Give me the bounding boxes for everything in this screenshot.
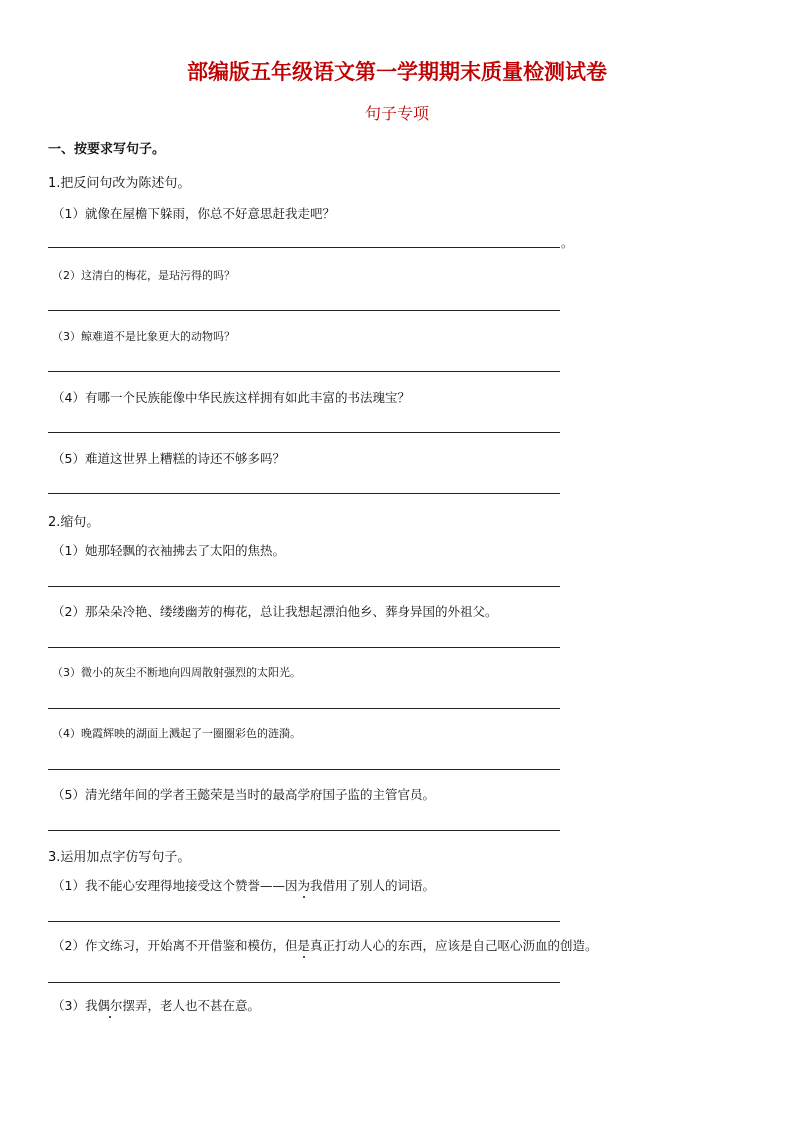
dotted-word: 为 xyxy=(297,878,310,893)
section-heading: 一、按要求写句子。 xyxy=(48,142,166,157)
question-text: （2）作文练习，开始离不开借鉴和模仿，但 xyxy=(52,938,298,953)
question-1-4: （4）有哪一个民族能像中华民族这样拥有如此丰富的书法瑰宝？ xyxy=(52,390,410,405)
question-1-5: （5）难道这世界上糟糕的诗还不够多吗？ xyxy=(52,451,285,466)
group-2-title: 2.缩句。 xyxy=(48,515,100,530)
answer-line-1-5[interactable] xyxy=(48,493,560,494)
question-1-2: （2）这清白的梅花，是玷污得的吗？ xyxy=(52,269,235,282)
answer-line-2-1[interactable] xyxy=(48,586,560,587)
document-title: 部编版五年级语文第一学期期末质量检测试卷 xyxy=(187,59,607,84)
question-3-3 xyxy=(52,996,260,1014)
question-text: 真正打动人心的东西，应该是自己呕心沥血的创造。 xyxy=(309,938,598,953)
question-3-2 xyxy=(52,936,598,954)
dotted-word: 偶尔 xyxy=(97,998,123,1013)
question-2-3: （3）微小的灰尘不断地向四周散射强烈的太阳光。 xyxy=(52,666,301,679)
question-text: （1）我不能心安理得地接受这个赞誉——因 xyxy=(52,878,298,893)
answer-end-mark: 。 xyxy=(561,236,574,250)
question-text: 摆弄，老人也不甚在意。 xyxy=(122,998,260,1013)
dotted-word: 是 xyxy=(297,938,310,953)
group-1-title: 1.把反问句改为陈述句。 xyxy=(48,176,191,191)
answer-line-2-2[interactable] xyxy=(48,647,560,648)
answer-line-1-1[interactable] xyxy=(48,247,560,248)
answer-line-3-2[interactable] xyxy=(48,982,560,983)
answer-line-2-4[interactable] xyxy=(48,769,560,770)
question-2-4: （4）晚霞辉映的湖面上溅起了一圈圈彩色的涟漪。 xyxy=(52,727,301,740)
answer-line-2-5[interactable] xyxy=(48,830,560,831)
question-2-2: （2）那朵朵冷艳、缕缕幽芳的梅花，总让我想起漂泊他乡、葬身异国的外祖父。 xyxy=(52,604,498,619)
document-subtitle: 句子专项 xyxy=(364,104,429,123)
question-1-3: （3）鲸难道不是比象更大的动物吗？ xyxy=(52,330,235,343)
question-3-1 xyxy=(52,876,435,894)
question-text: （3）我 xyxy=(52,998,98,1013)
answer-line-1-2[interactable] xyxy=(48,310,560,311)
answer-line-2-3[interactable] xyxy=(48,708,560,709)
question-text: 我借用了别人的词语。 xyxy=(309,878,435,893)
answer-line-3-1[interactable] xyxy=(48,921,560,922)
answer-line-1-3[interactable] xyxy=(48,371,560,372)
question-1-1: （1）就像在屋檐下躲雨，你总不好意思赶我走吧？ xyxy=(52,206,335,221)
question-2-1: （1）她那轻飘的衣袖拂去了太阳的焦热。 xyxy=(52,543,285,558)
group-3-title: 3.运用加点字仿写句子。 xyxy=(48,850,191,865)
answer-line-1-4[interactable] xyxy=(48,432,560,433)
question-2-5: （5）清光绪年间的学者王懿荣是当时的最高学府国子监的主管官员。 xyxy=(52,787,435,802)
